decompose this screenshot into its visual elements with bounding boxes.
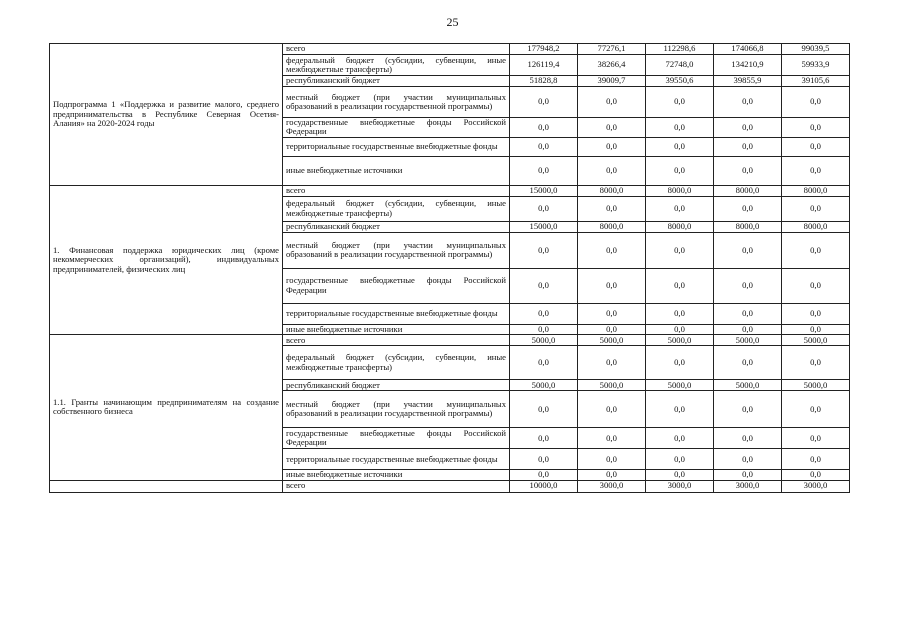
program-name-cell: 1. Финансовая поддержка юридических лиц (кроме некоммерческих организаций), индивидуальных предпринимателей, физических лиц <box>50 185 283 334</box>
year-value-cell: 0,0 <box>510 87 578 118</box>
year-value-cell: 5000,0 <box>510 335 578 346</box>
table-row <box>50 335 850 346</box>
year-value-cell: 0,0 <box>510 346 578 380</box>
year-value-cell: 0,0 <box>578 268 646 303</box>
year-value-cell: 0,0 <box>578 137 646 156</box>
table-row <box>50 44 850 55</box>
year-value-cell: 5000,0 <box>578 335 646 346</box>
year-value-cell: 0,0 <box>714 324 782 334</box>
year-value-cell: 0,0 <box>782 268 850 303</box>
year-value-cell: 0,0 <box>510 156 578 185</box>
year-value-cell: 0,0 <box>646 324 714 334</box>
year-value-cell: 0,0 <box>714 156 782 185</box>
year-value-cell: 0,0 <box>782 232 850 268</box>
table-row <box>50 185 850 196</box>
year-value-cell: 5000,0 <box>714 380 782 391</box>
funding-source-cell: республиканский бюджет <box>283 76 510 87</box>
year-value-cell: 0,0 <box>714 470 782 480</box>
funding-source-cell: территориальные государственные внебюджетные фонды <box>283 137 510 156</box>
year-value-cell: 59933,9 <box>782 55 850 76</box>
year-value-cell: 3000,0 <box>578 480 646 492</box>
funding-source-cell: иные внебюджетные источники <box>283 470 510 480</box>
year-value-cell: 39855,9 <box>714 76 782 87</box>
year-value-cell: 0,0 <box>510 268 578 303</box>
funding-source-cell: государственные внебюджетные фонды Российской Федерации <box>283 268 510 303</box>
year-value-cell: 0,0 <box>510 449 578 470</box>
table-row <box>50 480 850 492</box>
year-value-cell: 8000,0 <box>714 185 782 196</box>
year-value-cell: 10000,0 <box>510 480 578 492</box>
year-value-cell: 0,0 <box>714 118 782 138</box>
year-value-cell: 0,0 <box>510 391 578 428</box>
year-value-cell: 5000,0 <box>646 335 714 346</box>
program-name-cell: Подпрограмма 1 «Поддержка и развитие малого, среднего предпринимательства в Республике Северная Осетия-Алания» на 2020-2024 годы <box>50 44 283 186</box>
year-value-cell: 0,0 <box>578 118 646 138</box>
year-value-cell: 0,0 <box>578 156 646 185</box>
year-value-cell: 0,0 <box>510 324 578 334</box>
year-value-cell: 0,0 <box>782 428 850 449</box>
year-value-cell: 3000,0 <box>646 480 714 492</box>
year-value-cell: 5000,0 <box>782 380 850 391</box>
year-value-cell: 0,0 <box>578 87 646 118</box>
year-value-cell: 0,0 <box>782 118 850 138</box>
year-value-cell: 99039,5 <box>782 44 850 55</box>
year-value-cell: 0,0 <box>714 232 782 268</box>
year-value-cell: 15000,0 <box>510 185 578 196</box>
year-value-cell: 0,0 <box>782 156 850 185</box>
year-value-cell: 72748,0 <box>646 55 714 76</box>
page-number: 25 <box>446 15 459 29</box>
funding-source-cell: федеральный бюджет (субсидии, субвенции, иные межбюджетные трансферты) <box>283 346 510 380</box>
year-value-cell: 77276,1 <box>578 44 646 55</box>
year-value-cell: 0,0 <box>646 87 714 118</box>
year-value-cell: 0,0 <box>646 391 714 428</box>
year-value-cell: 3000,0 <box>714 480 782 492</box>
funding-source-cell: государственные внебюджетные фонды Российской Федерации <box>283 428 510 449</box>
year-value-cell: 8000,0 <box>714 221 782 232</box>
year-value-cell: 0,0 <box>646 118 714 138</box>
funding-source-cell: всего <box>283 44 510 55</box>
year-value-cell: 0,0 <box>782 391 850 428</box>
year-value-cell: 0,0 <box>714 268 782 303</box>
year-value-cell: 5000,0 <box>510 380 578 391</box>
year-value-cell: 0,0 <box>578 391 646 428</box>
year-value-cell: 0,0 <box>782 346 850 380</box>
year-value-cell: 39105,6 <box>782 76 850 87</box>
funding-source-cell: иные внебюджетные источники <box>283 324 510 334</box>
year-value-cell: 0,0 <box>714 87 782 118</box>
year-value-cell: 174066,8 <box>714 44 782 55</box>
year-value-cell: 5000,0 <box>782 335 850 346</box>
year-value-cell: 5000,0 <box>646 380 714 391</box>
year-value-cell: 0,0 <box>578 346 646 380</box>
year-value-cell: 0,0 <box>782 449 850 470</box>
year-value-cell: 0,0 <box>782 196 850 221</box>
funding-source-cell: местный бюджет (при участии муниципальных образований в реализации государственной программы) <box>283 391 510 428</box>
year-value-cell: 0,0 <box>578 449 646 470</box>
funding-source-cell: республиканский бюджет <box>283 380 510 391</box>
year-value-cell: 0,0 <box>646 196 714 221</box>
year-value-cell: 0,0 <box>510 118 578 138</box>
year-value-cell: 0,0 <box>782 137 850 156</box>
funding-source-cell: территориальные государственные внебюджетные фонды <box>283 303 510 324</box>
year-value-cell: 0,0 <box>646 470 714 480</box>
year-value-cell: 134210,9 <box>714 55 782 76</box>
year-value-cell: 8000,0 <box>782 185 850 196</box>
year-value-cell: 8000,0 <box>782 221 850 232</box>
year-value-cell: 39550,6 <box>646 76 714 87</box>
funding-source-cell: территориальные государственные внебюджетные фонды <box>283 449 510 470</box>
year-value-cell: 0,0 <box>510 232 578 268</box>
year-value-cell: 0,0 <box>646 449 714 470</box>
funding-source-cell: всего <box>283 480 510 492</box>
year-value-cell: 0,0 <box>646 232 714 268</box>
year-value-cell: 0,0 <box>714 428 782 449</box>
year-value-cell: 0,0 <box>578 428 646 449</box>
year-value-cell: 0,0 <box>510 137 578 156</box>
year-value-cell: 0,0 <box>714 391 782 428</box>
year-value-cell: 0,0 <box>714 137 782 156</box>
year-value-cell: 112298,6 <box>646 44 714 55</box>
year-value-cell: 39009,7 <box>578 76 646 87</box>
year-value-cell: 0,0 <box>714 303 782 324</box>
year-value-cell: 0,0 <box>510 196 578 221</box>
year-value-cell: 0,0 <box>578 232 646 268</box>
year-value-cell: 8000,0 <box>578 185 646 196</box>
year-value-cell: 0,0 <box>578 324 646 334</box>
year-value-cell: 0,0 <box>646 268 714 303</box>
year-value-cell: 0,0 <box>782 324 850 334</box>
program-name-cell <box>50 480 283 492</box>
year-value-cell: 0,0 <box>578 470 646 480</box>
year-value-cell: 0,0 <box>510 428 578 449</box>
year-value-cell: 8000,0 <box>578 221 646 232</box>
year-value-cell: 38266,4 <box>578 55 646 76</box>
year-value-cell: 0,0 <box>782 87 850 118</box>
year-value-cell: 0,0 <box>578 196 646 221</box>
year-value-cell: 0,0 <box>646 346 714 380</box>
year-value-cell: 0,0 <box>714 196 782 221</box>
funding-source-cell: федеральный бюджет (субсидии, субвенции, иные межбюджетные трансферты) <box>283 196 510 221</box>
year-value-cell: 8000,0 <box>646 221 714 232</box>
year-value-cell: 0,0 <box>646 428 714 449</box>
year-value-cell: 0,0 <box>510 470 578 480</box>
funding-source-cell: всего <box>283 335 510 346</box>
funding-source-cell: всего <box>283 185 510 196</box>
funding-source-cell: федеральный бюджет (субсидии, субвенции, иные межбюджетные трансферты) <box>283 55 510 76</box>
year-value-cell: 0,0 <box>714 449 782 470</box>
year-value-cell: 5000,0 <box>714 335 782 346</box>
year-value-cell: 177948,2 <box>510 44 578 55</box>
year-value-cell: 0,0 <box>646 137 714 156</box>
year-value-cell: 0,0 <box>578 303 646 324</box>
year-value-cell: 0,0 <box>646 303 714 324</box>
funding-source-cell: республиканский бюджет <box>283 221 510 232</box>
funding-source-cell: государственные внебюджетные фонды Российской Федерации <box>283 118 510 138</box>
year-value-cell: 51828,8 <box>510 76 578 87</box>
year-value-cell: 0,0 <box>646 156 714 185</box>
year-value-cell: 8000,0 <box>646 185 714 196</box>
year-value-cell: 15000,0 <box>510 221 578 232</box>
funding-source-cell: иные внебюджетные источники <box>283 156 510 185</box>
year-value-cell: 3000,0 <box>782 480 850 492</box>
program-name-cell: 1.1. Гранты начинающим предпринимателям на создание собственного бизнеса <box>50 335 283 480</box>
budget-table <box>49 43 850 493</box>
year-value-cell: 0,0 <box>510 303 578 324</box>
year-value-cell: 126119,4 <box>510 55 578 76</box>
funding-source-cell: местный бюджет (при участии муниципальных образований в реализации государственной программы) <box>283 87 510 118</box>
year-value-cell: 0,0 <box>782 303 850 324</box>
year-value-cell: 0,0 <box>714 346 782 380</box>
funding-source-cell: местный бюджет (при участии муниципальных образований в реализации государственной программы) <box>283 232 510 268</box>
year-value-cell: 0,0 <box>782 470 850 480</box>
year-value-cell: 5000,0 <box>578 380 646 391</box>
